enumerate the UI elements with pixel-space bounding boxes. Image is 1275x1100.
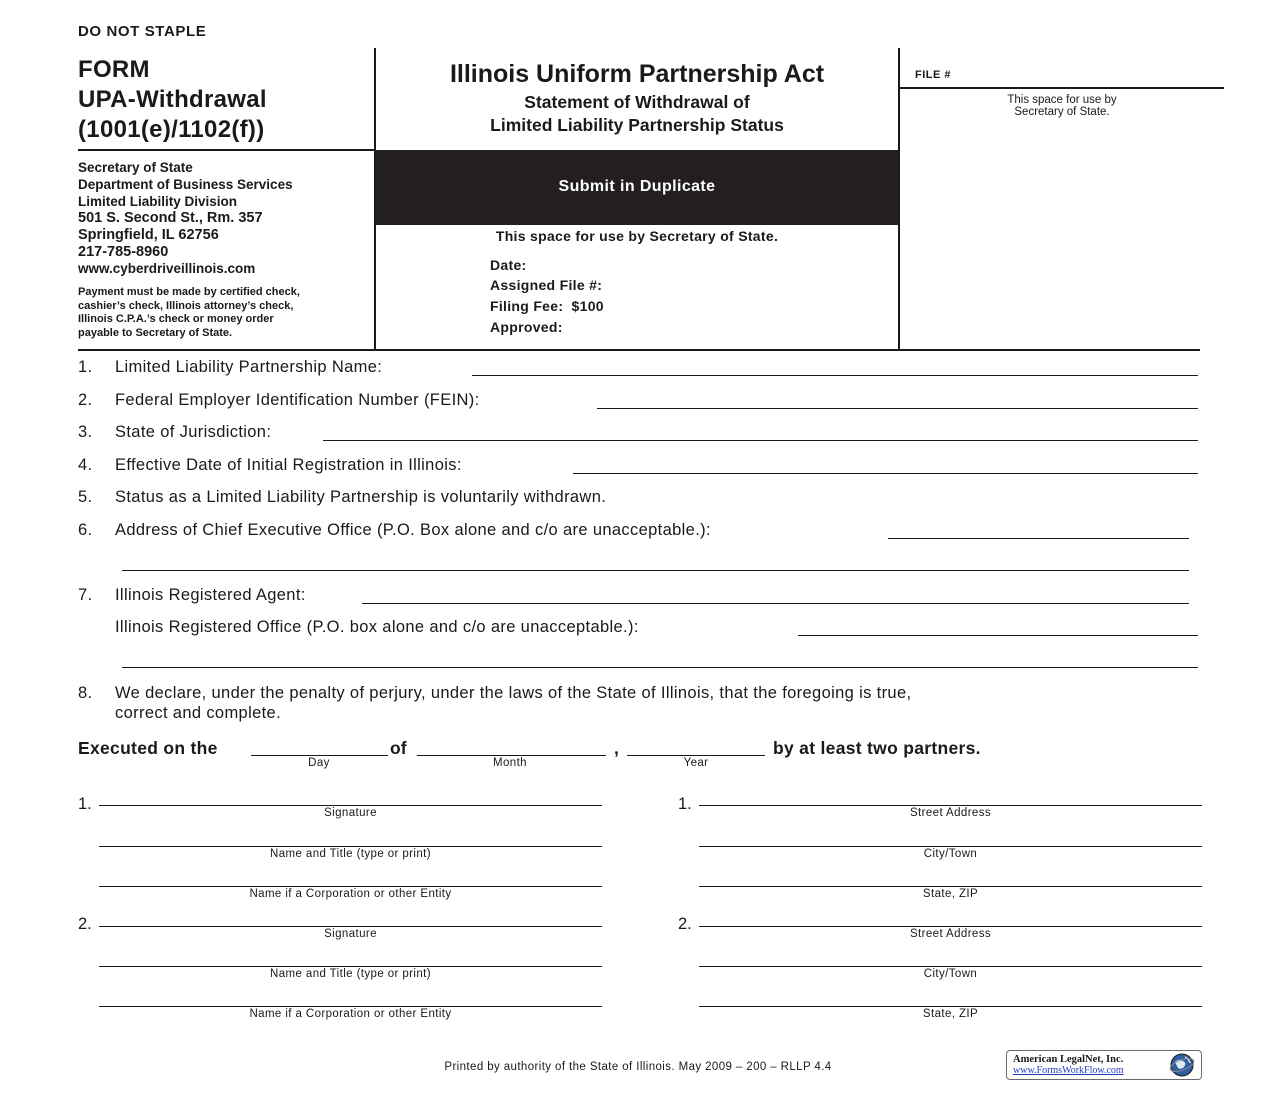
state-zip-2-field[interactable] [699, 1006, 1202, 1007]
payment-line: Illinois C.P.A.’s check or money order [78, 313, 274, 325]
item-text [115, 683, 911, 723]
subtitle [376, 91, 898, 137]
office-line: 217-785-8960 [78, 243, 169, 260]
sos-use-line1: This space for use by [1007, 94, 1117, 106]
header-bottom-rule [78, 349, 1200, 351]
office-line: 501 S. Second St., Rm. 357 [78, 210, 263, 227]
name-title-caption: Name and Title (type or print) [270, 968, 431, 980]
city-caption: City/Town [923, 848, 978, 860]
partner-1-number: 1. [78, 795, 92, 813]
form-line3: (1001(e)/1102(f)) [78, 116, 265, 143]
name-title-2-field[interactable] [99, 966, 602, 967]
of-label: of [390, 738, 407, 758]
office-address [78, 160, 293, 278]
file-rule [900, 87, 1224, 89]
chief-office-address-field-line2[interactable] [122, 570, 1189, 571]
payment-note [78, 286, 300, 340]
submit-banner-text: Submit in Duplicate [558, 178, 716, 195]
registered-agent-field[interactable] [362, 603, 1189, 604]
city-2-field[interactable] [699, 966, 1202, 967]
payment-line: payable to Secretary of State. [78, 326, 233, 339]
month-caption: Month [493, 757, 527, 769]
legalnet-name: American LegalNet, Inc. [1013, 1054, 1124, 1065]
address-2-number: 2. [678, 915, 692, 933]
address-1-number: 1. [678, 795, 692, 813]
fein-field[interactable] [597, 408, 1198, 409]
partner-2-number: 2. [78, 915, 92, 933]
street-2-field[interactable] [699, 926, 1202, 927]
printed-by: Printed by authority of the State of Illinois. May 2009 – 200 – RLLP 4.4 [444, 1061, 832, 1073]
day-field[interactable] [251, 755, 388, 756]
signature-2-field[interactable] [99, 926, 602, 927]
day-caption: Day [308, 757, 330, 769]
year-field[interactable] [627, 755, 765, 756]
subtitle-line2: Limited Liability Partnership Status [490, 115, 784, 135]
item-text: Address of Chief Executive Office (P.O. Box alone and c/o are unacceptable.): [115, 521, 711, 539]
jurisdiction-field[interactable] [323, 440, 1198, 441]
item-text: Limited Liability Partnership Name: [115, 358, 383, 376]
street-caption: Street Address [909, 807, 992, 819]
submit-banner [376, 150, 898, 225]
payment-line: Payment must be made by certified check, [78, 286, 300, 298]
do-not-staple: DO NOT STAPLE [78, 23, 207, 40]
item-text: Illinois Registered Agent: [115, 586, 306, 604]
declaration-line2: correct and complete. [115, 704, 282, 722]
globe-icon [1169, 1052, 1195, 1083]
act-title: Illinois Uniform Partnership Act [449, 60, 825, 88]
signature-caption: Signature [324, 807, 377, 819]
item-number: 4. [78, 456, 93, 474]
entity-name-2-field[interactable] [99, 1006, 602, 1007]
legalnet-logo[interactable] [1006, 1050, 1202, 1080]
sos-use-note [900, 94, 1224, 118]
left-rule [78, 149, 375, 151]
signature-caption: Signature [324, 928, 377, 940]
state-zip-1-field[interactable] [699, 886, 1202, 887]
office-website: www.cyberdriveillinois.com [78, 260, 256, 276]
name-title-1-field[interactable] [99, 846, 602, 847]
llp-name-field[interactable] [472, 375, 1198, 376]
filing-fee-label: Filing Fee: [490, 298, 564, 314]
item-number: 5. [78, 488, 93, 506]
file-label: FILE # [915, 69, 952, 81]
declaration-line1: We declare, under the penalty of perjury, under the laws of the State of Illinois, that the foregoing is true, [115, 684, 912, 702]
chief-office-address-field[interactable] [888, 538, 1189, 539]
form-id [78, 55, 267, 145]
filing-fee-row [490, 298, 604, 314]
office-line: Springfield, IL 62756 [78, 227, 219, 244]
signature-1-field[interactable] [99, 805, 602, 806]
subtitle-line1: Statement of Withdrawal of [524, 92, 750, 112]
filing-fee-value: $100 [571, 298, 604, 314]
office-line: Secretary of State [78, 160, 193, 175]
item-number: 1. [78, 358, 93, 376]
form-line1: FORM [78, 56, 150, 83]
item-number: 2. [78, 391, 93, 409]
comma-label: , [614, 738, 619, 758]
legalnet-url[interactable]: www.FormsWorkFlow.com [1013, 1065, 1124, 1076]
item-text: Federal Employer Identification Number (FEIN): [115, 391, 480, 409]
registered-office-field-line2[interactable] [122, 667, 1198, 668]
by-partners-label: by at least two partners. [773, 738, 981, 758]
sos-use-line2: Secretary of State. [1014, 106, 1110, 118]
item-text: Effective Date of Initial Registration in Illinois: [115, 456, 462, 474]
street-1-field[interactable] [699, 805, 1202, 806]
state-zip-caption: State, ZIP [922, 888, 979, 900]
entity-name-caption: Name if a Corporation or other Entity [249, 1008, 452, 1020]
payment-line: cashier’s check, Illinois attorney’s check, [78, 299, 294, 312]
assigned-file-label: Assigned File #: [490, 277, 603, 293]
city-caption: City/Town [923, 968, 978, 980]
executed-on-label: Executed on the [78, 738, 218, 758]
item-number: 7. [78, 586, 93, 604]
year-caption: Year [683, 757, 709, 769]
entity-name-1-field[interactable] [99, 886, 602, 887]
item-number: 3. [78, 423, 93, 441]
entity-name-caption: Name if a Corporation or other Entity [249, 888, 452, 900]
item-text: Status as a Limited Liability Partnership is voluntarily withdrawn. [115, 488, 607, 506]
office-line: Limited Liability Division [78, 193, 238, 209]
city-1-field[interactable] [699, 846, 1202, 847]
office-line: Department of Business Services [78, 176, 293, 192]
item-number: 8. [78, 684, 93, 702]
registration-date-field[interactable] [573, 473, 1198, 474]
date-label: Date: [490, 257, 527, 273]
item-number: 6. [78, 521, 93, 539]
item-text: State of Jurisdiction: [115, 423, 272, 441]
registered-office-field[interactable] [798, 635, 1198, 636]
item-text: Illinois Registered Office (P.O. box alone and c/o are unacceptable.): [115, 618, 639, 636]
sos-space-label: This space for use by Secretary of State. [495, 228, 779, 244]
month-field[interactable] [417, 755, 606, 756]
name-title-caption: Name and Title (type or print) [270, 848, 431, 860]
state-zip-caption: State, ZIP [922, 1008, 979, 1020]
form-line2: UPA-Withdrawal [78, 86, 267, 113]
approved-label: Approved: [490, 319, 563, 335]
street-caption: Street Address [909, 928, 992, 940]
